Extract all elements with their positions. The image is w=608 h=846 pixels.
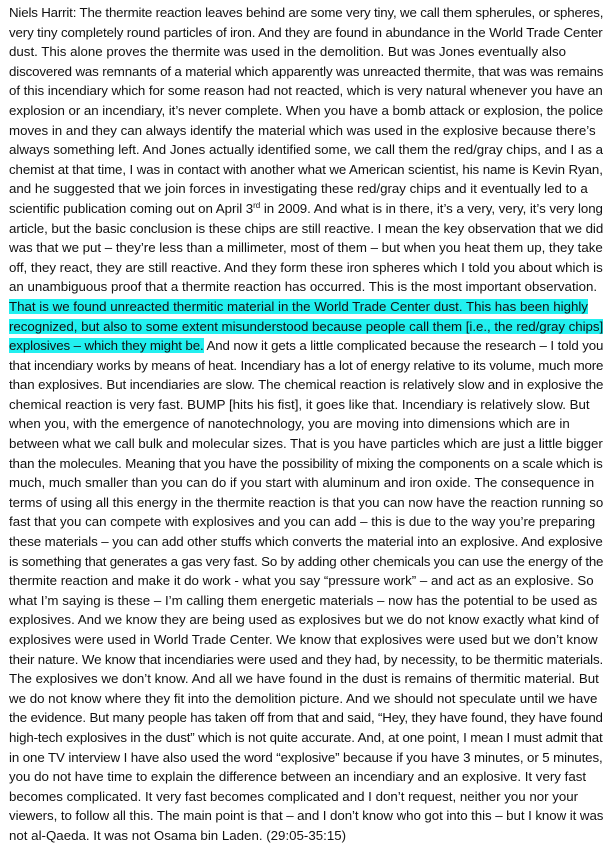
- text-line: in one TV interview I have also used the word “explosive” because if you have 3 minutes, or 5 minutes,: [9, 749, 603, 765]
- text-line: The explosives we don’t know. And all we have found in the dust is remains of thermitic material. But: [9, 671, 599, 687]
- text-line: we do not know where they fit into the demolition picture. And we should not speculate until we have: [9, 690, 598, 706]
- highlighted-line: [9, 297, 603, 317]
- text-fragment: scientific publication coming out on April 3: [9, 200, 254, 216]
- text-line: off, they react, they are still reactive. And they form these iron spheres which I told you about which is: [9, 259, 603, 275]
- text-line: you do not have time to explain the difference between an incendiary and an explosive. It very fast: [9, 769, 587, 785]
- text-line: an unambiguous proof that a thermite reaction has occurred. This is the most important observation.: [9, 279, 598, 295]
- highlighted-line: [9, 317, 603, 337]
- text-line: high-tech explosives in the dust” which is not quite accurate. And, at one point, I mean I must admit that: [9, 729, 603, 745]
- ordinal-superscript: rd: [253, 200, 261, 210]
- text-line: between what we call bulk and molecular sizes. That is you have particles which are just a little bigger: [9, 436, 603, 452]
- text-line: terms of using all this energy in the thermite reaction is that you can now have the reaction running so: [9, 494, 604, 510]
- text-line: very tiny completely round particles of iron. And they are found in abundance in the World Trade Center: [9, 24, 603, 40]
- text-line: explosives. And we know they are being used as explosives but we do not know exactly what kind of: [9, 612, 599, 628]
- text-line: these materials – you can add other stuffs which converts the material into an explosive. And explosive: [9, 534, 603, 550]
- text-line: than the molecules. Meaning that you have the possibility of mixing the components on a scale which is: [9, 455, 603, 471]
- text-line: was that we put – they’re less than a millimeter, most of them – but when you heat them up, they take: [9, 240, 603, 256]
- text-line: discovered was remnants of a material which apparently was unreacted thermite, that was was remains: [9, 63, 604, 79]
- mixed-highlight-line: [9, 336, 603, 356]
- text-line: explosives were used in World Trade Center. We know that explosives were used but we don’t know: [9, 632, 598, 647]
- text-line: and he suggested that we join forces in investigating these red/gray chips and it eventually led to a: [9, 181, 588, 197]
- text-line: thermite reaction and make it do work - what you say “pressure work” – and act as an explosive. So: [9, 573, 594, 589]
- transcript-document: [9, 3, 603, 846]
- text-fragment: in 2009. And what is in there, it’s a very, very, it’s very long: [260, 200, 603, 216]
- text-line: their nature. We know that incendiaries were used and they had, by necessity, to be thermitic materials.: [9, 651, 604, 667]
- text-line: when you, with the emergence of nanotechnology, you are moving into dimensions which are in: [9, 416, 570, 432]
- text-line: dust. This alone proves the thermite was used in the demolition. But was Jones eventually also: [9, 44, 567, 60]
- text-line: fast that you can compete with explosives and you can add – this is due to the way you’re preparing: [9, 514, 596, 530]
- highlight-span: recognized, but also to some extent misunderstood because people call them [i.e., the red/gray chips]: [9, 318, 604, 334]
- text-line: article, but the basic conclusion is these chips are still reactive. I mean the key observation that we did: [9, 220, 604, 236]
- text-line: what I’m saying is these – I’m calling them energetic materials – now has the potential to be used as: [9, 592, 598, 608]
- text-line: viewers, to follow all this. The main point is that – and I don’t know who got into this – but I know it was: [9, 808, 604, 824]
- highlight-span: That is we found unreacted thermitic material in the World Trade Center dust. This has been highly: [9, 298, 588, 314]
- text-line: that incendiary works by means of heat. Incendiary has a lot of energy relative to its volume, much more: [9, 357, 604, 373]
- text-line: Niels Harrit: The thermite reaction leaves behind are some very tiny, we call them spherules, or spheres,: [9, 5, 604, 20]
- text-line: becomes complicated. It very fast becomes complicated and I don’t request, neither you nor your: [9, 788, 579, 804]
- text-line-with-superscript: [9, 199, 603, 219]
- text-line: moves in and they can always identify the material which was used in the explosive because there’s: [9, 122, 596, 138]
- text-line: much, much smaller than you can do if you start with aluminum and iron oxide. The consequence in: [9, 475, 595, 491]
- highlight-span: explosives – which they might be.: [9, 338, 204, 354]
- text-line: is something that generates a gas very fast. So by adding other chemicals you can use the energy of the: [9, 553, 604, 569]
- text-line: explosion or an incendiary, it’s never complete. When you have a bomb attack or explosion, the police: [9, 102, 604, 118]
- text-line: than explosives. But incendiaries are slow. The chemical reaction is relatively slow and in explosive the: [9, 377, 604, 393]
- text-line: always something left. And Jones actually identified some, we call them the red/gray chips, and I as a: [9, 142, 603, 158]
- text-line: not al-Qaeda. It was not Osama bin Laden. (29:05-35:15): [9, 827, 347, 843]
- text-line: the evidence. But many people has taken off from that and said, “Hey, they have found, they have found: [9, 710, 603, 726]
- text-line: chemist at that time, I was in contact with another what we American scientist, his name is Kevin Ryan,: [9, 161, 603, 177]
- text-line: chemical reaction is very fast. BUMP [hits his fist], it goes like that. Incendiary is relatively slow. But: [9, 396, 590, 412]
- text-line: of this incendiary which for some reason had not reacted, which is very natural whenever you have an: [9, 83, 603, 99]
- text-fragment: And now it gets a little complicated because the research – I told you: [203, 338, 604, 354]
